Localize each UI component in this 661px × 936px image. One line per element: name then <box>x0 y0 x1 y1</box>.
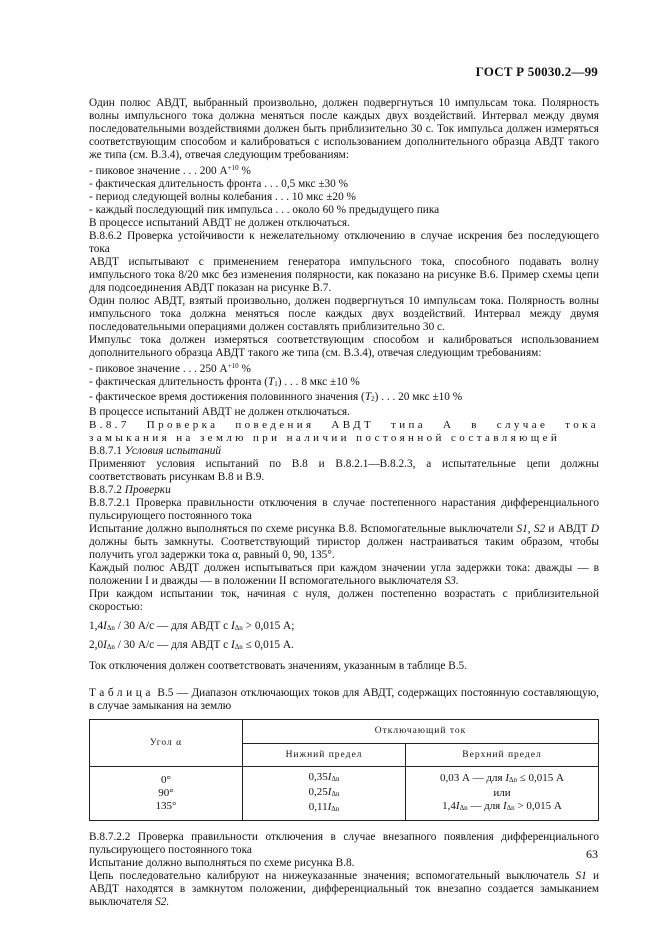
list-item: - пиковое значение . . . 250 $А^{+10}$ % <box>89 362 251 375</box>
page-body <box>89 97 599 909</box>
formula: 2,0IΔn / 30 А/с — для АВДТ с IΔn ≤ 0,015 А. <box>89 639 294 651</box>
section-heading: В.8.7.2.2 Проверка правильности отключения в случае внезапного появления дифференциального пульсирующего постоянного тока <box>89 831 599 856</box>
paragraph: В процессе испытаний АВДТ не должен отключаться. <box>89 217 350 229</box>
subsection-heading: В.8.7.1 Условия испытаний <box>89 445 222 457</box>
document-header: ГОСТ Р 50030.2—99 <box>475 64 598 79</box>
list-item: - фактическая длительность фронта (T1) . . . 8 мкс ±10 % <box>89 376 360 388</box>
list-item: - пиковое значение . . . 200 $А^{+10}$ % <box>89 164 251 177</box>
tolerance-superscript: +10 <box>227 164 239 172</box>
table-header-lower: Нижний предел <box>243 743 406 767</box>
requirements-list-2 <box>89 360 599 406</box>
paragraph: АВДТ испытывают с применением генератора импульсного тока, способного подавать волну импульсного тока 8/20 мкс без изменения полярности, как показано на рисунке В.6. Пример схемы цепи для подсоединения АВДТ показан на рисунке В.7. <box>89 256 599 294</box>
table-cell-upper: 0,03 А — для IΔn ≤ 0,015 А или 1,4IΔn — для IΔn > 0,015 А <box>406 767 599 821</box>
table-header-current: Отключающий ток <box>243 720 599 744</box>
paragraph: Ток отключения должен соответствовать значениям, указанным в таблице В.5. <box>89 660 468 672</box>
formula: 1,4IΔn / 30 А/с — для АВДТ с IΔn > 0,015 А; <box>89 620 295 632</box>
table-cell-angles: 0° 90° 135° <box>90 767 243 821</box>
paragraph: Цепь последовательно калибруют на нижеуказанные значения; вспомогательный выключатель S1 и АВДТ находятся в замкнутом положении, дифференциальный ток внезапно создается замыканием выключателя S2. <box>89 870 599 908</box>
list-item: - каждый последующий пик импульса . . . около 60 % предыдущего пика <box>89 204 440 216</box>
paragraph: Применяют условия испытаний по В.8 и В.8.2.1—В.8.2.3, а испытательные цепи должны соответствовать рисункам В.8 и В.9. <box>89 458 599 483</box>
paragraph: Испытание должно выполняться по схеме рисунка В.8. <box>89 857 355 869</box>
requirements-list-1 <box>89 162 599 217</box>
section-heading: В.8.7.2.1 Проверка правильности отключения в случае постепенного нарастания дифференциального пульсирующего постоянного тока <box>89 497 599 522</box>
page-number: 63 <box>586 847 598 861</box>
paragraph: Один полюс АВДТ, выбранный произвольно, должен подвергнуться 10 импульсам тока. Полярность волны импульсного тока должна меняться после каждых двух воздействий. Интервал между двумя последовательными воздействиями должен быть приблизительно 30 с. Ток импульса должен измеряться соответствующим способом и калиброваться с использованием дополнительного образца АВДТ такого же типа (см. В.3.4), отвечая следующим требованиям: <box>89 97 599 161</box>
paragraph: Импульс тока должен измеряться соответствующим способом и калиброваться использованием дополнительного образца АВДТ такого же типа (см. В.3.4), отвечая следующим требованиям: <box>89 334 599 359</box>
paragraph: Каждый полюс АВДТ должен испытываться при каждом значении угла задержки тока: дважды — в положении I и дважды — в положении II вспомогательного выключателя S3. <box>89 562 599 587</box>
section-heading: В.8.6.2 Проверка устойчивости к нежелательному отключению в случае искрения без последующего тока <box>89 230 599 255</box>
list-item: - период следующей волны колебания . . . 10 мкс ±20 % <box>89 191 356 203</box>
list-item: - фактическая длительность фронта . . . 0,5 мкс ±30 % <box>89 178 349 190</box>
subsection-heading: В.8.7.2 Проверки <box>89 484 171 496</box>
paragraph: При каждом испытании ток, начиная с нуля, должен постепенно возрастать с приблизительной скоростью: <box>89 588 599 613</box>
table-header-angle: Угол α <box>90 720 243 767</box>
paragraph: Испытание должно выполняться по схеме рисунка В.8. Вспомогательные выключатели S1, S2 и АВДТ D должны быть замкнуты. Соответствующий тиристор должен настраиваться таким образом, чтобы получить угол задержки тока α, равный 0, 90, 135°. <box>89 523 599 561</box>
trip-current-table <box>89 719 599 821</box>
table-caption: Таблица В.5 — Диапазон отключающих токов для АВДТ, содержащих постоянную составляющую, в случае замыкания на землю <box>89 687 599 712</box>
paragraph: Один полюс АВДТ, взятый произвольно, должен подвергнуться 10 импульсам тока. Полярность волны импульсного тока должна меняться после каждых двух воздействий. Интервал между двумя последовательными операциями должен составлять приблизительно 30 с. <box>89 295 599 333</box>
table-header-upper: Верхний предел <box>406 743 599 767</box>
paragraph: В процессе испытаний АВДТ не должен отключаться. <box>89 406 350 418</box>
list-item: - фактическое время достижения половинного значения (T2) . . . 20 мкс ±10 % <box>89 391 463 403</box>
section-heading: В.8.7 Проверка поведения АВДТ типа А в случае тока замыкания на землю при наличии постоянной составляющей <box>89 419 599 444</box>
table-cell-lower: 0,35IΔn 0,25IΔn 0,11IΔn <box>243 767 406 821</box>
